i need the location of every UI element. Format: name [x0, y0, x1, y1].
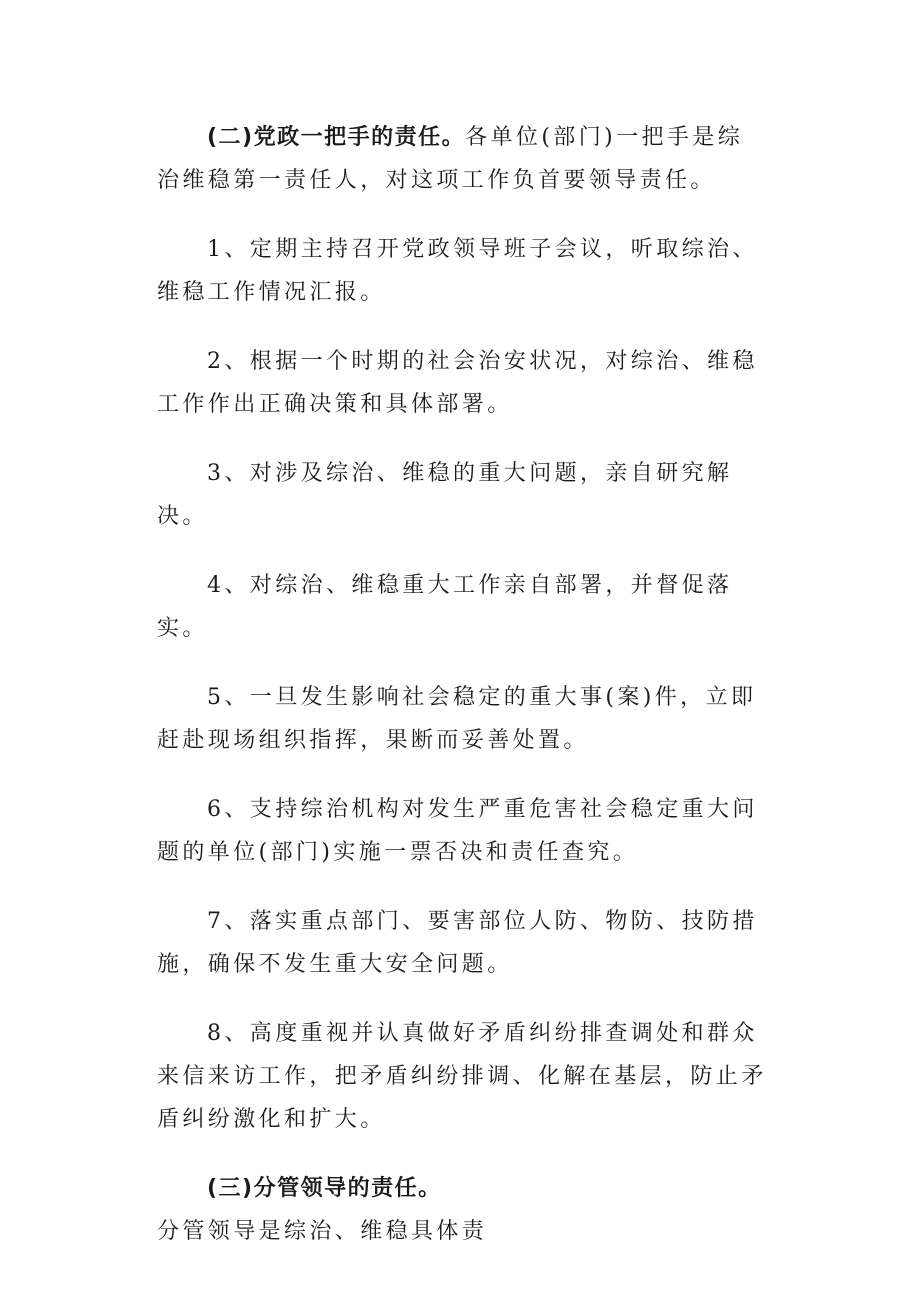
section-text: 分管领导是综治、维稳具体责 — [157, 1219, 488, 1244]
list-item: 1、定期主持召开党政领导班子会议，听取综治、维稳工作情况汇报。 — [157, 237, 758, 305]
list-item: 4、对综治、维稳重大工作亲自部署，并督促落实。 — [157, 573, 733, 641]
section-heading-paragraph — [157, 1167, 768, 1253]
list-item: 3、对涉及综治、维稳的重大问题，亲自研究解决。 — [157, 461, 733, 529]
list-item: 5、一旦发生影响社会稳定的重大事(案)件，立即赶赴现场组织指挥，果断而妥善处置。 — [157, 685, 757, 753]
section-heading-paragraph — [157, 116, 768, 202]
list-item: 8、高度重视并认真做好矛盾纠纷排查调处和群众来信来访工作，把矛盾纠纷排调、化解在基层，防止矛盾纠纷激化和扩大。 — [157, 1021, 767, 1132]
list-item: 7、落实重点部门、要害部位人防、物防、技防措施，确保不发生重大安全问题。 — [157, 909, 758, 977]
section-heading: (三)分管领导的责任。 — [207, 1176, 442, 1201]
section-heading: (二)党政一把手的责任。 — [207, 125, 466, 150]
document-body — [157, 116, 768, 1279]
list-item: 6、支持综治机构对发生严重危害社会稳定重大问题的单位(部门)实施一票否决和责任查究。 — [157, 797, 758, 865]
section-text: 各单位(部门)一把手是综治维稳第一责任人，对这项工作负首要领导责任。 — [157, 125, 744, 193]
list-item: 2、根据一个时期的社会治安状况，对综治、维稳工作作出正确决策和具体部署。 — [157, 349, 758, 417]
